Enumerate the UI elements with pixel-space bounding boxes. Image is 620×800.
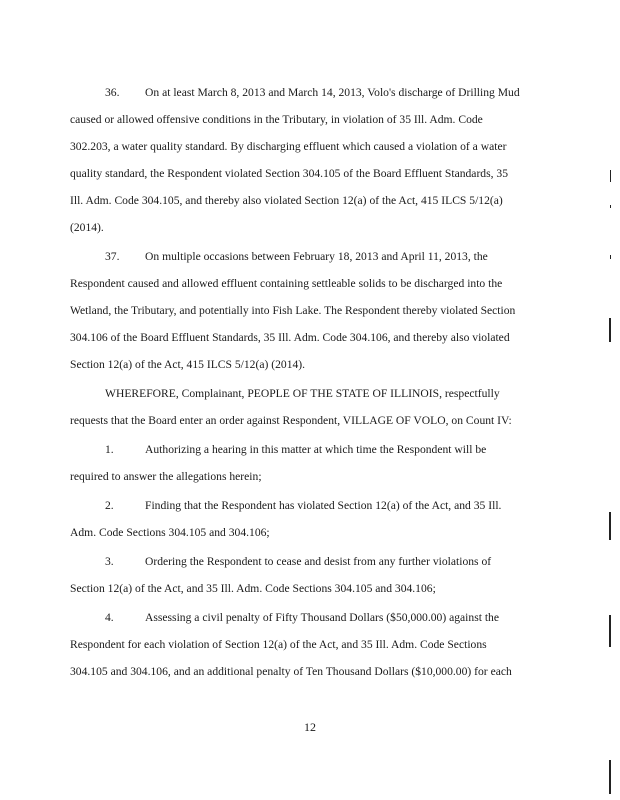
- paragraph-37-line-3: Wetland, the Tributary, and potentially into Fish Lake. The Respondent thereby violated Section: [70, 304, 516, 317]
- paragraph-36-line-1: On at least March 8, 2013 and March 14, 2013, Volo's discharge of Drilling Mud: [145, 86, 520, 99]
- paragraph-36-line-4: quality standard, the Respondent violated Section 304.105 of the Board Effluent Standards, 35: [70, 167, 509, 180]
- item-4-line-2: Respondent for each violation of Section 12(a) of the Act, and 35 Ill. Adm. Code Sections: [70, 638, 487, 651]
- scan-artifact-mark: [609, 760, 611, 794]
- item-2-number: 2.: [105, 499, 114, 512]
- scan-artifact-mark: [610, 255, 611, 259]
- scan-artifact-mark: [610, 170, 611, 182]
- paragraph-37-line-4: 304.106 of the Board Effluent Standards, 35 Ill. Adm. Code 304.106, and thereby also violated: [70, 331, 510, 344]
- item-1-line-1: Authorizing a hearing in this matter at which time the Respondent will be: [145, 443, 487, 456]
- paragraph-37-line-5: Section 12(a) of the Act, 415 ILCS 5/12(a) (2014).: [70, 358, 306, 371]
- item-4-line-1: Assessing a civil penalty of Fifty Thousand Dollars ($50,000.00) against the: [145, 611, 499, 624]
- paragraph-36-line-3: 302.203, a water quality standard. By discharging effluent which caused a violation of a water: [70, 140, 507, 153]
- scan-artifact-mark: [609, 318, 611, 342]
- scan-artifact-mark: [609, 615, 611, 647]
- paragraph-37-line-1: On multiple occasions between February 18, 2013 and April 11, 2013, the: [145, 250, 488, 263]
- item-2-line-2: Adm. Code Sections 304.105 and 304.106;: [70, 526, 270, 539]
- paragraph-36-number: 36.: [105, 86, 120, 99]
- page-number: 12: [304, 720, 316, 734]
- paragraph-36-line-2: caused or allowed offensive conditions in the Tributary, in violation of 35 Ill. Adm. Code: [70, 113, 483, 126]
- item-3-number: 3.: [105, 555, 114, 568]
- wherefore-line-1: WHEREFORE, Complainant, PEOPLE OF THE STATE OF ILLINOIS, respectfully: [105, 387, 500, 400]
- item-2-line-1: Finding that the Respondent has violated Section 12(a) of the Act, and 35 Ill.: [145, 499, 502, 512]
- item-3-line-2: Section 12(a) of the Act, and 35 Ill. Adm. Code Sections 304.105 and 304.106;: [70, 582, 436, 595]
- wherefore-line-2: requests that the Board enter an order against Respondent, VILLAGE OF VOLO, on Count IV:: [70, 414, 512, 427]
- item-3-line-1: Ordering the Respondent to cease and desist from any further violations of: [145, 555, 492, 568]
- item-1-number: 1.: [105, 443, 114, 456]
- item-1-line-2: required to answer the allegations herein;: [70, 470, 262, 483]
- paragraph-37-line-2: Respondent caused and allowed effluent containing settleable solids to be discharged into the: [70, 277, 503, 290]
- scan-artifact-mark: [609, 512, 611, 540]
- item-4-number: 4.: [105, 611, 114, 624]
- paragraph-36-line-5: Ill. Adm. Code 304.105, and thereby also violated Section 12(a) of the Act, 415 ILCS 5/12(a): [70, 194, 503, 207]
- paragraph-36-line-6: (2014).: [70, 221, 104, 234]
- paragraph-37-number: 37.: [105, 250, 120, 263]
- item-4-line-3: 304.105 and 304.106, and an additional penalty of Ten Thousand Dollars ($10,000.00) for each: [70, 665, 512, 678]
- scan-artifact-mark: [610, 205, 611, 208]
